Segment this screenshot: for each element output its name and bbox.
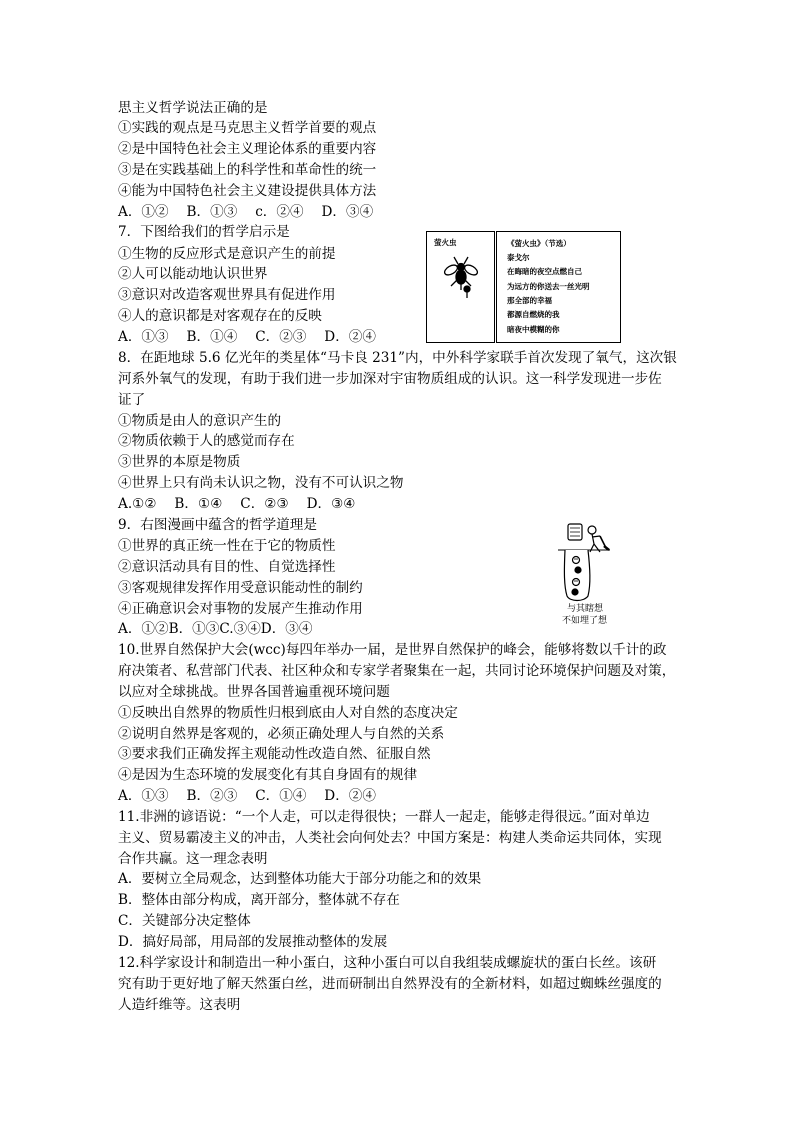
q9-option-4: ④正确意识会对事物的发展产生推动作用 — [118, 601, 363, 617]
q9-stem: 9．右图漫画中蕴含的哲学道理是 — [118, 517, 317, 533]
q6-option-4: ④能为中国特色社会主义建设提供具体方法 — [118, 183, 377, 199]
q7-option-3: ③意识对改造客观世界具有促进作用 — [118, 287, 336, 303]
cartoon-illustration — [548, 522, 618, 602]
q11-option-a: A．要树立全局观念，达到整体功能大于部分功能之和的效果 — [118, 871, 482, 887]
firefly-label: 萤火虫 — [434, 238, 457, 247]
q6-stem-tail: 思主义哲学说法正确的是 — [118, 100, 268, 116]
q9-option-3: ③客观规律发挥作用受意识能动性的制约 — [118, 580, 363, 596]
cartoon-caption-line1: 与其瞎想 — [567, 604, 604, 614]
q10-option-2: ②说明自然界是客观的，必须正确处理人与自然的关系 — [118, 726, 445, 742]
poem-line-3: 那全部的幸福 — [507, 296, 552, 305]
poem-author: 泰戈尔 — [507, 253, 530, 262]
q12-stem-line2: 究有助于更好地了解天然蛋白丝，进而研制出自然界没有的全新材料，如超过蜘蛛丝强度的 — [118, 976, 662, 992]
q8-option-2: ②物质依赖于人的感觉而存在 — [118, 433, 295, 449]
firefly-poem-panel — [496, 231, 621, 343]
q9-option-2: ②意识活动具有目的性、自觉选择性 — [118, 559, 336, 575]
q8-stem-line1: 8．在距地球 5.6 亿光年的类星体“马卡良 231”内，中外科学家联手首次发现了氧气，这次银 — [118, 350, 677, 366]
q12-stem-line3: 人造纤维等。这表明 — [118, 997, 241, 1013]
q11-option-d: D．搞好局部，用局部的发展推动整体的发展 — [118, 934, 388, 950]
q10-choices: A．①③ B．②③ C．①④ D．②④ — [118, 788, 376, 804]
q11-option-b: B．整体由部分构成，离开部分，整体就不存在 — [118, 892, 400, 908]
q8-option-1: ①物质是由人的意识产生的 — [118, 413, 282, 429]
q10-stem-line3: 以应对全球挑战。世界各国普遍重视环境问题 — [118, 684, 390, 700]
q7-choices: A．①③ B．①④ C．②③ D．②④ — [118, 329, 376, 345]
q8-option-3: ③世界的本原是物质 — [118, 454, 241, 470]
q8-choices: A.①② B．①④ C．②③ D．③④ — [118, 496, 356, 512]
q10-stem-line1: 10.世界自然保护大会(wcc)每四年举办一届，是世界自然保护的峰会，能够将数以千计的政 — [118, 642, 667, 658]
poem-line-1: 在晦暗的夜空点燃自己 — [507, 267, 582, 276]
q8-stem-line2: 河系外氧气的发现，有助于我们进一步加深对宇宙物质组成的认识。这一科学发现进一步佐 — [118, 371, 662, 387]
q10-option-1: ①反映出自然界的物质性归根到底由人对自然的态度决定 — [118, 705, 458, 721]
q11-stem-line1: 11.非洲的谚语说：“一个人走，可以走得很快；一群人一起走，能够走得很远。”面对单边 — [118, 809, 650, 825]
cartoon-caption-line2: 不如埋了想 — [562, 616, 608, 626]
q8-option-4: ④世界上只有尚未认识之物，没有不可认识之物 — [118, 475, 404, 491]
q11-stem-line3: 合作共赢。这一理念表明 — [118, 851, 268, 867]
poem-line-4: 都源自燃烧的我 — [507, 310, 560, 319]
q7-option-2: ②人可以能动地认识世界 — [118, 266, 268, 282]
q9-option-1: ①世界的真正统一性在于它的物质性 — [118, 538, 336, 554]
q7-stem: 7．下图给我们的哲学启示是 — [118, 224, 290, 240]
q6-option-1: ①实践的观点是马克思主义哲学首要的观点 — [118, 120, 377, 136]
poem-line-5: 暗夜中模糊的你 — [507, 325, 560, 334]
q8-stem-line3: 证了 — [118, 392, 146, 408]
q6-choices: A．①② B．①③ c．②④ D．③④ — [118, 204, 374, 220]
q10-option-3: ③要求我们正确发挥主观能动性改造自然、征服自然 — [118, 746, 431, 762]
firefly-icon — [427, 232, 494, 342]
q7-option-1: ①生物的反应形式是意识产生的前提 — [118, 246, 336, 262]
q12-stem-line1: 12.科学家设计和制造出一种小蛋白，这种小蛋白可以自我组装成螺旋状的蛋白长丝。该研 — [118, 955, 657, 971]
q7-option-4: ④人的意识都是对客观存在的反映 — [118, 308, 322, 324]
q9-choices: A．①②B．①③C.③④D．③④ — [118, 621, 313, 637]
q11-option-c: C．关键部分决定整体 — [118, 913, 251, 929]
poem-line-2: 为远方的你送去一丝光明 — [507, 282, 590, 291]
q10-stem-line2: 府决策者、私营部门代表、社区种众和专家学者聚集在一起，共同讨论环境保护问题及对策， — [118, 663, 676, 679]
q6-option-2: ②是中国特色社会主义理论体系的重要内容 — [118, 141, 377, 157]
firefly-image-panel — [426, 231, 495, 343]
q10-option-4: ④是因为生态环境的发展变化有其自身固有的规律 — [118, 767, 418, 783]
q6-option-3: ③是在实践基础上的科学性和革命性的统一 — [118, 162, 377, 178]
q11-stem-line2: 主义、贸易霸凌主义的冲击，人类社会向何处去？中国方案是：构建人类命运共同体，实现 — [118, 830, 662, 846]
poem-title: 《萤火虫》（节选） — [507, 239, 571, 248]
